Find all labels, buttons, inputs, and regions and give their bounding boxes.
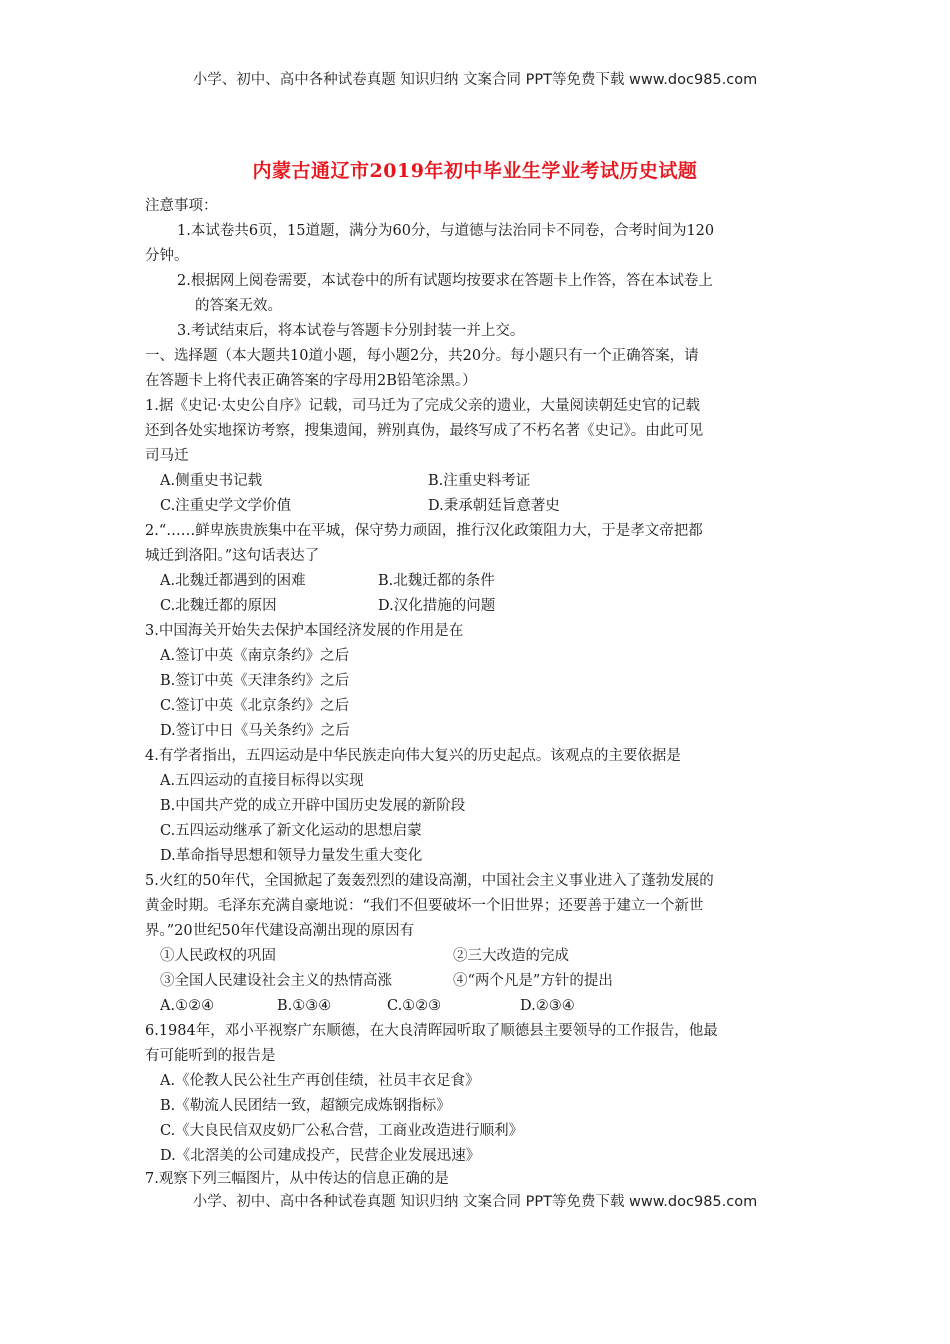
question-1-option-a: A.侧重史书记载 [160, 473, 263, 489]
question-5-option-c: C.①②③ [387, 998, 442, 1014]
question-5-item-3: ③全国人民建设社会主义的热情高涨 [160, 973, 392, 989]
notice-item: 2.根据网上阅卷需要，本试卷中的所有试题均按要求在答题卡上作答，答在本试卷上 [177, 273, 713, 289]
question-5-option-b: B.①③④ [277, 998, 332, 1014]
question-5-item-2: ②三大改造的完成 [453, 948, 569, 964]
question-5-stem: 界。”20世纪50年代建设高潮出现的原因有 [145, 923, 415, 939]
notice-item: 1.本试卷共6页，15道题，满分为60分，与道德与法治同卡不同卷，合考时间为120 [177, 223, 715, 239]
question-5-option-d: D.②③④ [520, 998, 575, 1014]
page-footer: 小学、初中、高中各种试卷真题 知识归纳 文案合同 PPT等免费下载 www.doc985.com [192, 1194, 758, 1210]
question-2-option-b: B.北魏迁都的条件 [378, 573, 495, 589]
question-3-option-d: D.签订中日《马关条约》之后 [160, 723, 350, 739]
question-3-option-a: A.签订中英《南京条约》之后 [160, 648, 350, 664]
question-4-stem: 4.有学者指出，五四运动是中华民族走向伟大复兴的历史起点。该观点的主要依据是 [145, 748, 681, 764]
question-4-option-a: A.五四运动的直接目标得以实现 [160, 773, 364, 789]
question-3-stem: 3.中国海关开始失去保护本国经济发展的作用是在 [145, 623, 464, 639]
question-6-stem: 6.1984年，邓小平视察广东顺德，在大良清晖园听取了顺德县主要领导的工作报告，他最 [145, 1023, 718, 1039]
question-1-option-d: D.秉承朝廷旨意著史 [428, 498, 560, 514]
question-4-option-c: C.五四运动继承了新文化运动的思想启蒙 [160, 823, 422, 839]
question-1-stem: 1.据《史记·太史公自序》记载，司马迁为了完成父亲的遗业，大量阅读朝廷史官的记载 [145, 398, 700, 414]
question-2-option-d: D.汉化措施的问题 [378, 598, 496, 614]
question-7-stem: 7.观察下列三幅图片，从中传达的信息正确的是 [145, 1171, 449, 1187]
question-4-option-d: D.革命指导思想和领导力量发生重大变化 [160, 848, 423, 864]
question-5-stem: 黄金时期。毛泽东充满自豪地说：“我们不但要破坏一个旧世界；还要善于建立一个新世 [145, 898, 704, 914]
question-3-option-c: C.签订中英《北京条约》之后 [160, 698, 350, 714]
question-3-option-b: B.签订中英《天津条约》之后 [160, 673, 350, 689]
question-6-option-a: A.《伦教人民公社生产再创佳绩，社员丰衣足食》 [160, 1073, 480, 1089]
question-1-option-c: C.注重史学文学价值 [160, 498, 292, 514]
question-4-option-b: B.中国共产党的成立开辟中国历史发展的新阶段 [160, 798, 466, 814]
question-2-stem: 城迁到洛阳。”这句话表达了 [145, 548, 320, 564]
question-1-option-b: B.注重史料考证 [428, 473, 531, 489]
question-5-item-1: ①人民政权的巩固 [160, 948, 276, 964]
question-2-stem: 2.“……鲜卑族贵族集中在平城，保守势力顽固，推行汉化政策阻力大，于是孝文帝把都 [145, 523, 703, 539]
question-2-option-c: C.北魏迁都的原因 [160, 598, 277, 614]
question-6-stem: 有可能听到的报告是 [145, 1048, 276, 1064]
question-5-stem: 5.火红的50年代，全国掀起了轰轰烈烈的建设高潮，中国社会主义事业进入了蓬勃发展的 [145, 873, 714, 889]
page-header: 小学、初中、高中各种试卷真题 知识归纳 文案合同 PPT等免费下载 www.doc985.com [192, 72, 758, 88]
question-1-stem: 还到各处实地探访考察，搜集遗闻，辨别真伪，最终写成了不朽名著《史记》。由此可见 [145, 423, 704, 439]
question-2-option-a: A.北魏迁都遇到的困难 [160, 573, 306, 589]
question-6-option-c: C.《大良民信双皮奶厂公私合营，工商业改造进行顺利》 [160, 1123, 524, 1139]
question-6-option-d: D.《北滘美的公司建成投产，民营企业发展迅速》 [160, 1148, 481, 1164]
notice-item: 3.考试结束后，将本试卷与答题卡分别封装一并上交。 [177, 323, 525, 339]
notice-item: 分钟。 [145, 248, 189, 264]
question-5-option-a: A.①②④ [160, 998, 215, 1014]
exam-title: 内蒙古通辽市2019年初中毕业生学业考试历史试题 [252, 160, 698, 182]
section-heading: 一、选择题（本大题共10道小题，每小题2分，共20分。每小题只有一个正确答案，请 [145, 348, 699, 364]
question-6-option-b: B.《勒流人民团结一致，超额完成炼钢指标》 [160, 1098, 451, 1114]
question-1-stem: 司马迁 [145, 448, 189, 464]
notice-item: 的答案无效。 [195, 298, 282, 314]
section-heading: 在答题卡上将代表正确答案的字母用2B铅笔涂黑。） [145, 373, 477, 389]
notice-heading: 注意事项： [145, 198, 218, 214]
question-5-item-4: ④“两个凡是”方针的提出 [453, 973, 613, 989]
